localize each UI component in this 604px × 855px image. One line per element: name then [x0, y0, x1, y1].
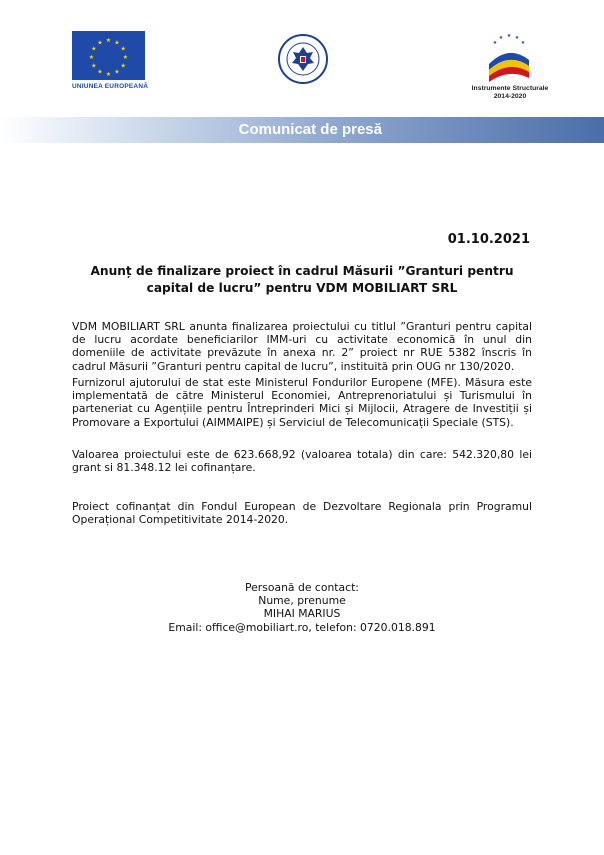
svg-text:★: ★ [114, 68, 120, 76]
contact-label: Persoană de contact: [245, 581, 359, 594]
contact-name-label: Nume, prenume [258, 594, 346, 608]
contact-name: MIHAI MARIUS [263, 607, 341, 621]
header-logos [0, 0, 604, 115]
svg-text:★: ★ [520, 40, 526, 46]
svg-text:★: ★ [105, 71, 112, 78]
instrumente-structurale-caption [460, 85, 560, 101]
svg-text:★: ★ [91, 45, 97, 53]
svg-text:★: ★ [506, 33, 512, 39]
government-romania-logo-icon [277, 33, 329, 85]
press-release-banner [0, 117, 604, 143]
banner-title: Comunicat de presă [238, 121, 382, 138]
is-caption-line1: Instrumente Structurale [471, 85, 549, 92]
instrumente-structurale-logo-icon [483, 30, 535, 82]
eu-flag-icon [72, 31, 145, 80]
svg-text:★: ★ [97, 68, 103, 76]
document-date: 01.10.2021 [447, 232, 530, 247]
svg-text:★: ★ [88, 54, 95, 61]
svg-text:★: ★ [91, 62, 97, 70]
paragraph-state-aid: Furnizorul ajutorului de stat este Ministerul Fondurilor Europene (MFE). Măsura este implementată de către Ministerul Economiei, Antreprenoriatului și Turismului în parteneriat cu Agențiile pentru Întreprinderi Mici și Mijlocii, Atragere de Investiții și Promovare a Exportului (AIMMAIPE) și Serviciul de Telecomunicații Speciale (STS). [72, 376, 532, 429]
paragraph-project-value: Valoarea proiectului este de 623.668,92 (valoarea totala) din care: 542.320,80 lei grant si 81.348.12 lei cofinanțare. [72, 448, 532, 475]
svg-text:★: ★ [114, 39, 120, 47]
svg-text:★: ★ [122, 54, 129, 61]
paragraph-cofinancing: Proiect cofinanțat din Fondul European de Dezvoltare Regionala prin Programul Operațional Competitivitate 2014-2020. [72, 500, 532, 527]
contact-block [72, 581, 532, 634]
svg-text:★: ★ [120, 45, 126, 53]
contact-details: Email: office@mobiliart.ro, telefon: 0720.018.891 [168, 620, 436, 634]
svg-text:★: ★ [492, 40, 498, 46]
svg-text:★: ★ [105, 37, 112, 44]
svg-text:★: ★ [498, 35, 504, 41]
document-title: Anunț de finalizare proiect în cadrul Măsurii ”Granturi pentru capital de lucru” pentru VDM MOBILIART SRL [90, 264, 514, 295]
svg-text:★: ★ [97, 39, 103, 47]
eu-caption: UNIUNEA EUROPEANĂ [72, 83, 149, 90]
is-caption-line2: 2014-2020 [493, 93, 527, 100]
svg-text:★: ★ [514, 35, 520, 41]
svg-text:★: ★ [120, 62, 126, 70]
paragraph-project: VDM MOBILIART SRL anunta finalizarea proiectului cu titlul ”Granturi pentru capital de lucru acordate beneficiarilor IMM-uri cu activitate economică în unul din domeniile de activitate prevăzute în anexa nr. 2” proiect nr RUE 5382 înscris în cadrul Măsurii ”Granturi pentru capital de lucru”, instituită prin OUG nr 130/2020. [72, 320, 532, 373]
